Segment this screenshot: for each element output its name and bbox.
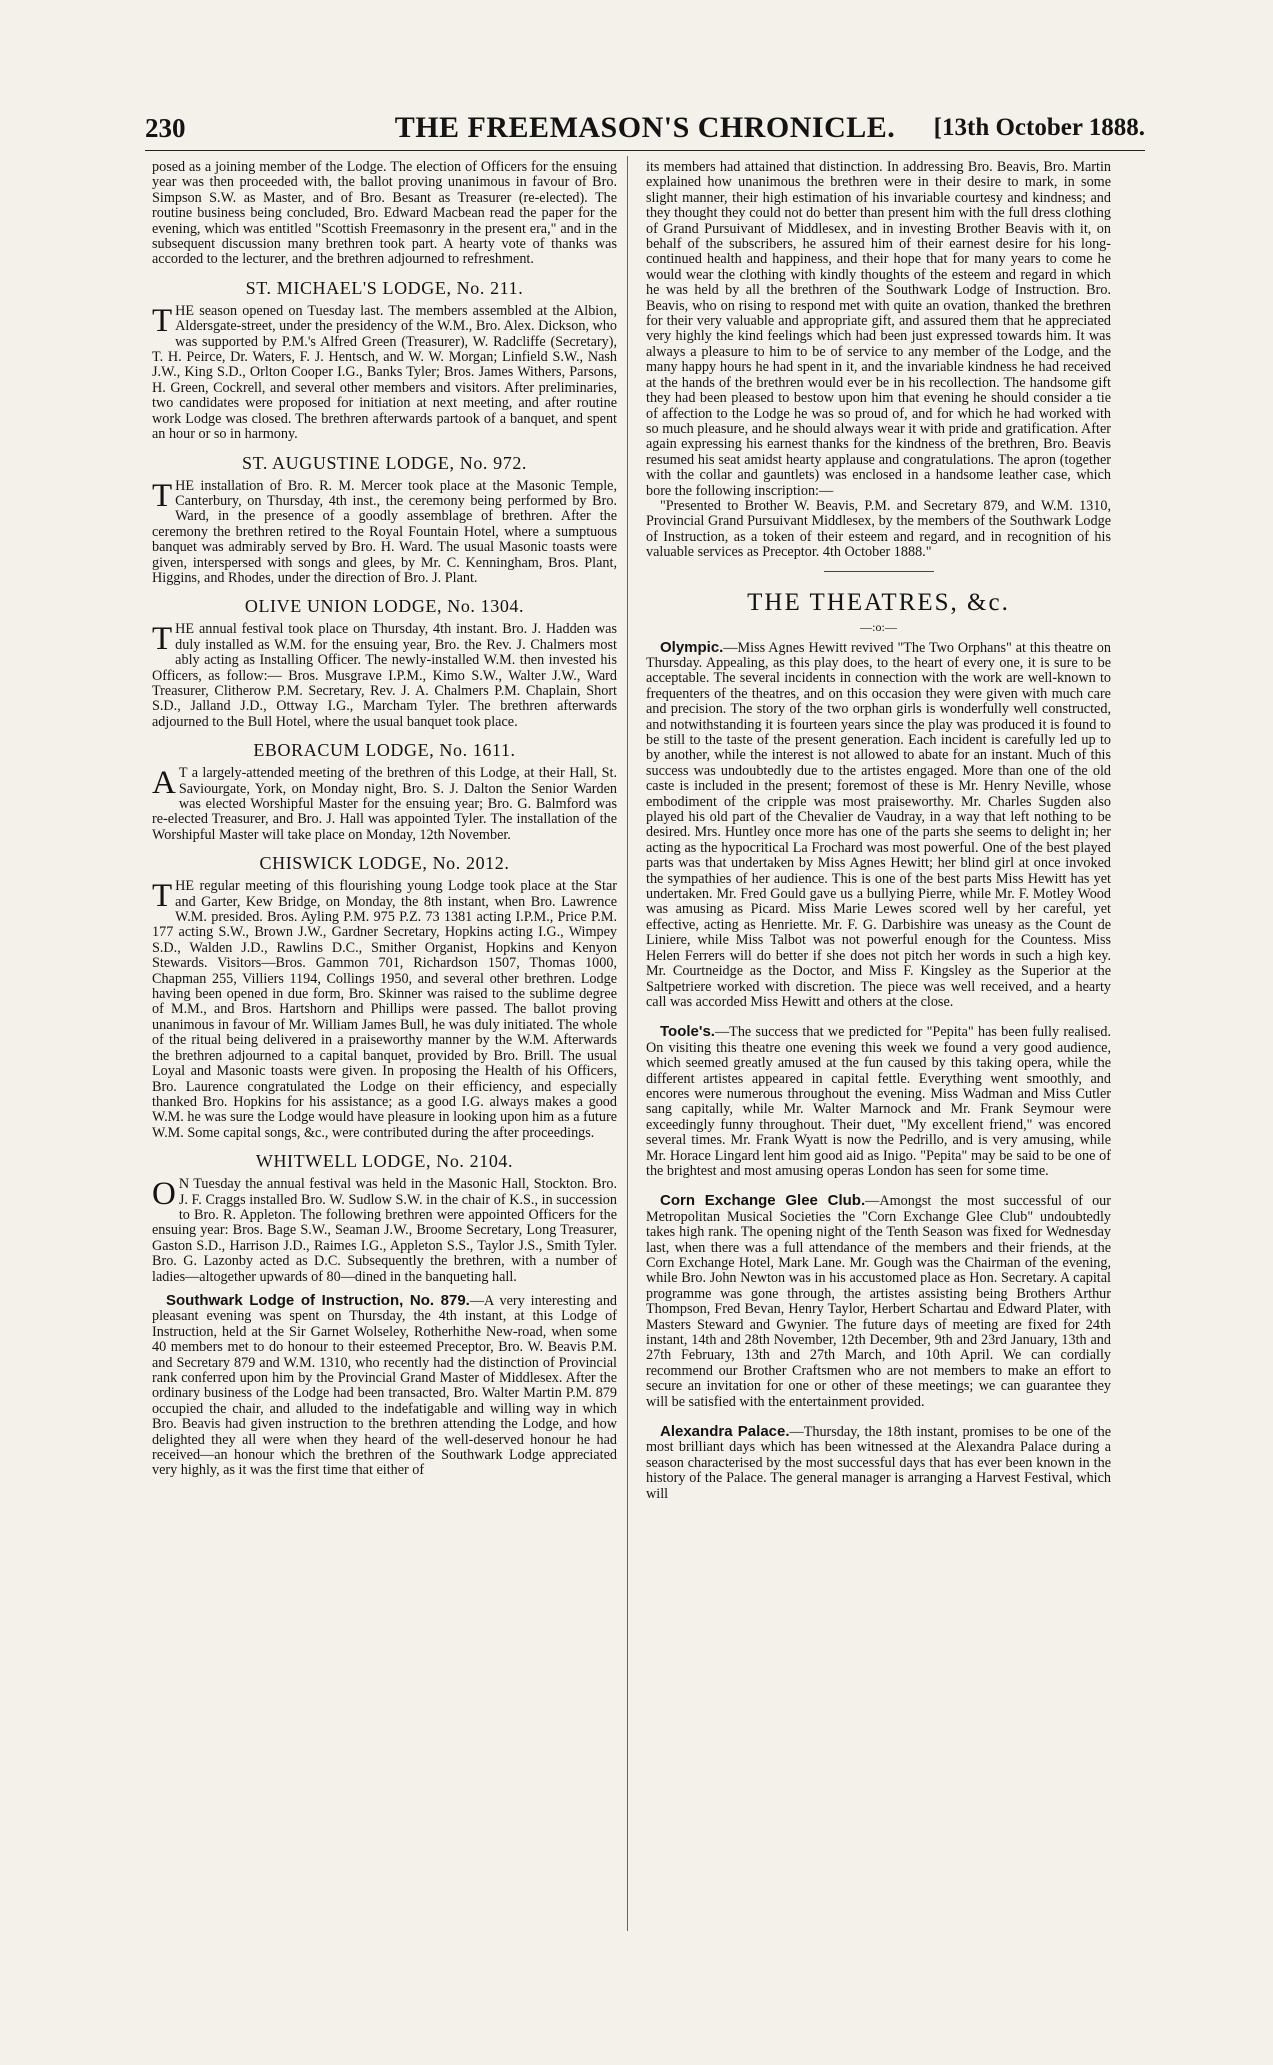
publication-title: THE FREEMASON'S CHRONICLE. (394, 111, 896, 144)
article-corn-exchange-text: —Amongst the most successful of our Metropolitan Musical Societies the "Corn Exchange Glee Club" undoubtedly takes high rank. The opening night of the Tenth Season was fixed for Wednesday last, when there was a full attendance of the members and their friends, at the Corn Exchange Hotel, Mark Lane. Mr. Gough was the Chairman of the evening, while Bro. John Newton was in his accustomed place as Hon. Secretary. A capital programme was gone through, the artistes assisting being Brothers Arthur Thompson, Fred Bevan, Henry Taylor, Herbert Schartau and Edward Plater, with Masters Steward and Gwynier. The future days of meeting are fixed for 24th instant, 14th and 28th November, 12th December, 9th and 23rd January, 13th and 27th February, 13th and 27th March, and 10th April. We can cordially recommend our Brother Craftsmen who are not members to make an effort to secure an invitation for one or other of these meetings; we can guarantee they will be satisfied with the entertainment provided. (646, 1193, 1111, 1410)
ornamental-separator: —:o:— (860, 619, 897, 634)
page-header (145, 108, 1145, 148)
article-st-augustine: THE installation of Bro. R. M. Mercer took place at the Masonic Temple, Canterbury, on Thursday, 4th inst., the ceremony being performed by Bro. Ward, in the presence of a goodly assemblage of brethren. After the ceremony the brethren retired to the Royal Fountain Hotel, where a sumptuous banquet was admirably served by Bro. H. Ward. The usual Masonic toasts were given, interspersed with songs and glees, by Mr. C. Kenningham, Bros. Plant, Higgins, and Rhodes, under the direction of Bro. J. Plant. (152, 477, 617, 586)
header-rule (145, 150, 1145, 151)
section-heading-chiswick: CHISWICK LODGE, No. 2012. (259, 853, 510, 874)
runin-southwark: Southwark Lodge of Instruction, No. 879. (166, 1291, 470, 1309)
article-st-michael: THE season opened on Tuesday last. The members assembled at the Albion, Aldersgate-street, under the presidency of the W.M., Bro. Alex. Dickson, who was supported by P.M.'s Alfred Green (Treasurer), W. Radcliffe (Secretary), T. H. Peirce, Dr. Waters, F. J. Hentsch, and W. W. Morgan; Linfield S.W., Nash J.W., King S.D., Orlton Cooper I.G., Banks Tyler; Bros. James Withers, Parsons, H. Green, Cockrell, and several other members and visitors. After preliminaries, two candidates were proposed for initiation at next meeting, and after routine work Lodge was closed. The brethren afterwards partook of a banquet, and spent an hour or so in harmony. (152, 302, 617, 443)
section-heading-eboracum: EBORACUM LODGE, No. 1611. (253, 740, 516, 761)
article-southwark-text: —A very interesting and pleasant evening was spent on Thursday, the 4th instant, at this Lodge of Instruction, held at the Sir Garnet Wolseley, Rotherhithe New-road, when some 40 members met to do honour to their esteemed Preceptor, Bro. W. Beavis P.M. and Secretary 879 and W.M. 1310, who recently had the distinction of Provincial rank conferred upon him by the Provincial Grand Master of Middlesex. After the ordinary business of the Lodge had been transacted, Bro. Walter Martin P.M. 879 occupied the chair, and alluded to the indefatigable and willing way in which Bro. Beavis had given instruction to the brethren attending the Lodge, and how delighted they all were when they heard of the well-deserved honour he had received—an honour which the brethren of the Southwark Lodge appreciated very highly, as it was the first time that either of (152, 1292, 617, 1479)
section-heading-st-michael: ST. MICHAEL'S LODGE, No. 211. (245, 277, 524, 298)
theatres-heading: THE THEATRES, &c. (747, 588, 1010, 616)
left-column (152, 160, 617, 1930)
issue-date: [13th October 1888. (933, 114, 1145, 141)
section-heading-olive-union: OLIVE UNION LODGE, No. 1304. (244, 596, 525, 617)
article-olympic-text: —Miss Agnes Hewitt revived "The Two Orphans" at this theatre on Thursday. Appealing, as this play does, to the heart of every one, it is sure to be acceptable. The several incidents in connection with the work are well-known to frequenters of the theatres, and on this occasion they were given with much care and precision. The story of the two orphan girls is wonderfully well constructed, and notwithstanding it is fourteen years since the play was produced it is found to be still to the taste of the present generation. Each incident is carefully led up to by another, while the interest is not allowed to abate for an instant. Much of this success was undoubtedly due to the artistes engaged. More than one of the old caste is included in the present; foremost of these is Mr. Henry Neville, whose embodiment of the cripple was most praiseworthy. Mr. Charles Sugden also played his old part of the Chevalier de Vaudray, in a way that left nothing to be desired. Mrs. Huntley once more has one of the parts she seems to delight in; her acting as the hypocritical La Frochard was most powerful. One of the best played parts was that undertaken by Miss Agnes Hewitt; her blind girl at once invoked the sympathies of her audience. This is one of the best parts Miss Hewitt has yet undertaken. Mr. Fred Gould gave us a bullying Pierre, while Mr. F. Motley Wood was amusing as Picard. Miss Marie Lewes scored well by her careful, yet effective, acting as Henriette. Mr. F. G. Darbishire was uneasy as the Count de Liniere, while Miss Talbot was not powerful enough for the Countess. Miss Helen Ferrers will do better if she does not pitch her words in such a high key. Mr. Courtneidge as the Doctor, and Miss F. Kingsley as the Superior at the Saltpetriere worked with discretion. The piece was well received, and a hearty call was accorded Miss Hewitt and others at the close. (646, 639, 1111, 1010)
section-heading-whitwell: WHITWELL LODGE, No. 2104. (255, 1151, 514, 1172)
article-olive-union: THE annual festival took place on Thursday, 4th instant. Bro. J. Hadden was duly installed as W.M. for the ensuing year, Bro. the Rev. J. Chalmers most ably acting as Installing Officer. The newly-installed W.M. then invested his Officers, as follow:— Bros. Musgrave I.P.M., Kimo S.W., Walter J.W., Ward Treasurer, Clitherow P.M. Secretary, Rev. J. A. Chalmers P.M. Chaplain, Short S.D., Jalland J.D., Ottway I.G., Marcham Tyler. The brethren afterwards adjourned to the Bull Hotel, where the usual banquet took place. (152, 621, 617, 730)
section-heading-st-augustine: ST. AUGUSTINE LODGE, No. 972. (241, 452, 528, 473)
right-column (646, 160, 1111, 1930)
section-rule (824, 571, 934, 572)
article-olympic (646, 640, 1111, 1011)
article-corn-exchange (646, 1193, 1111, 1410)
article-tooles-text: —The success that we predicted for "Pepita" has been fully realised. On visiting this theatre one evening this week we found a very good audience, which seemed greatly amused at the fun caused by this taking opera, while the different artistes appeared in capital fettle. Everything went smoothly, and encores were numerous throughout the evening. Miss Wadman and Miss Cutler sang capitally, while Mr. Walter Marnock and Mr. Frank Seymour were exceedingly funny throughout. Their duet, "My excellent friend," was encored several times. Mr. Frank Wyatt is now the Pedrillo, and is very amusing, while Mr. Horace Lingard lent him good aid as Inigo. "Pepita" may be said to be one of the brightest and most amusing operas London has seen for some time. (646, 1024, 1111, 1179)
runin-olympic: Olympic. (660, 638, 724, 656)
column-divider (627, 156, 628, 1931)
page-number: 230 (145, 113, 186, 143)
article-eboracum: AT a largely-attended meeting of the brethren of this Lodge, at their Hall, St. Saviourgate, York, on Monday night, Bro. S. J. Dalton the Senior Warden was elected Worshipful Master for the ensuing year; Bro. G. Balmford was re-elected Treasurer, and Bro. J. Hall was appointed Tyler. The installation of the Worshipful Master will take place on Monday, 12th November. (152, 765, 617, 843)
presentation-inscription: "Presented to Brother W. Beavis, P.M. and Secretary 879, and W.M. 1310, Provincial Grand Pursuivant Middlesex, by the members of the Southwark Lodge of Instruction, as a token of their esteem and regard, and in recognition of his valuable services as Preceptor. 4th October 1888." (646, 497, 1111, 561)
article-alexandra-text: —Thursday, the 18th instant, promises to be one of the most brilliant days which has been witnessed at the Alexandra Palace during a season characterised by the most successful days that has ever been known in the history of the Palace. The general manager is arranging a Harvest Festival, which will (646, 1424, 1111, 1502)
article-chiswick: THE regular meeting of this flourishing young Lodge took place at the Star and Garter, Kew Bridge, on Monday, the 8th instant, when Bro. Lawrence W.M. presided. Bros. Ayling P.M. 975 P.Z. 73 1381 acting I.P.M., Price P.M. 177 acting S.W., Brown J.W., Gardner Secretary, Hopkins acting I.G., Wimpey S.D., Walden J.D., Rawlins D.C., Smither Organist, Hopkins and Kenyon Stewards. Visitors—Bros. Gammon 701, Richardson 1507, Thomas 1000, Chapman 255, Villiers 1194, Collings 1950, and several other brethren. Lodge having been opened in due form, Bro. Skinner was raised to the sublime degree of M.M., and Bros. Hartshorn and Phillips were passed. The ballot proving unanimous in favour of Mr. William James Bull, he was duly initiated. The whole of the ritual being delivered in a praiseworthy manner by the W.M. Afterwards the brethren adjourned to a capital banquet, provided by Bro. Brill. The usual Loyal and Masonic toasts were given. In proposing the Health of his Officers, Bro. Laurence congratulated the Lodge on their efficiency, and especially thanked Bro. Hopkins for his assistance; as a good I.G. always makes a good W.M. he was sure the Lodge would have pleasure in looking upon him as a future W.M. Some capital songs, &c., were contributed during the after proceedings. (152, 878, 617, 1141)
continued-paragraph: posed as a joining member of the Lodge. The election of Officers for the ensuing year was then proceeded with, the ballot proving unanimous in favour of Bro. Simpson S.W. as Master, and of Bro. Besant as Treasurer (re-elected). The routine business being concluded, Bro. Edward Macbean read the paper for the evening, which was entitled "Scottish Freemasonry in the present era," and in the subsequent discussion many brethren took part. A hearty vote of thanks was accorded to the lecturer, and the brethren adjourned to refreshment. (152, 160, 617, 268)
continued-paragraph-southwark: its members had attained that distinction. In addressing Bro. Beavis, Bro. Martin explained how unanimous the brethren were in their desire to mark, in some slight manner, their high estimation of his invariable courtesy and kindness; and they thought they could not do better than present him with the full dress clothing of Grand Pursuivant of Middlesex, and in investing Brother Beavis with it, on behalf of the subscribers, he assured him of their earnest desire for his long-continued health and happiness, and their hope that for many years to come he would wear the clothing with kindly thoughts of the esteem and regard in which he was held by all the brethren of the Southwark Lodge of Instruction. Bro. Beavis, who on rising to respond met with quite an ovation, thanked the brethren for their very valuable and appropriate gift, and assured them that he appreciated very highly the kind feelings which had been just expressed towards him. It was always a pleasure to him to be of service to any member of the Lodge, and the many happy hours he had spent in it, and the invariable kindness he had received at the hands of the brethren would ever be in his recollection. The handsome gift they had been pleased to bestow upon him that evening he should consider a tie of affection to the Lodge he was so proud of, and for which he had worked with so much pleasure, and he should always wear it with pride and gratification. After again expressing his earnest thanks for the kindness of the brethren, Bro. Beavis resumed his seat amidst hearty applause and congratulations. The apron (together with the collar and gauntlets) was enclosed in a handsome leather case, which bore the following inscription:— (646, 160, 1111, 499)
article-alexandra (646, 1424, 1111, 1502)
article-southwark (152, 1293, 617, 1479)
article-tooles (646, 1024, 1111, 1179)
article-whitwell: ON Tuesday the annual festival was held in the Masonic Hall, Stockton. Bro. J. F. Craggs installed Bro. W. Sudlow S.W. in the chair of K.S., in succession to Bro. R. Appleton. The following brethren were appointed Officers for the ensuing year: Bros. Bage S.W., Seaman J.W., Broome Secretary, Long Treasurer, Gaston S.D., Harrison J.D., Raimes I.G., Appleton S.S., Taylor J.S., Smith Tyler. Bro. G. Lazonby acted as D.C. Subsequently the brethren, with a number of ladies—altogether upwards of 80—dined in the banqueting hall. (152, 1176, 617, 1285)
runin-tooles: Toole's. (660, 1023, 715, 1041)
runin-alexandra: Alexandra Palace. (660, 1423, 790, 1441)
runin-corn-exchange: Corn Exchange Glee Club. (660, 1192, 866, 1210)
